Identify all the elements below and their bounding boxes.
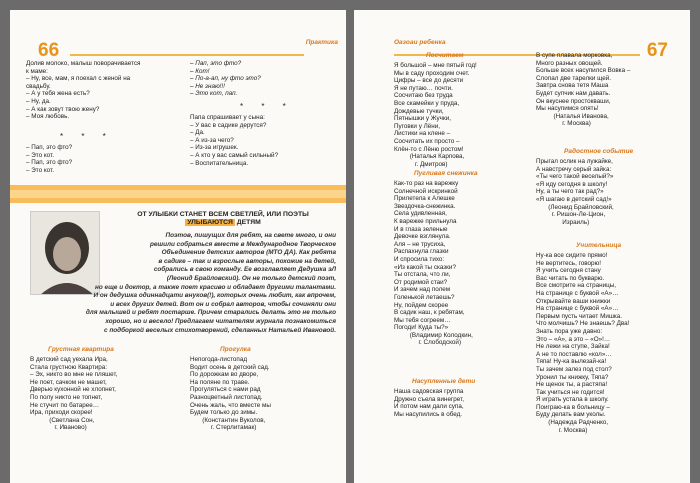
decorative-band	[10, 190, 346, 198]
separator-stars: * * *	[60, 132, 114, 141]
poem-title: Посчитаем	[426, 52, 464, 59]
poem-text: Прыгал ослик на лужайке, А навстречу серый зайка: «Ты чего такой веселый?» «Я иду сегодня в школу! Ну, а ты чего так рад?» «Я шагаю в детский сад!» (Леонид Брайловский, г. Ришон-Ле-Цион, Израиль)	[536, 158, 614, 226]
poem-text: Наша садовская группа Дружно съела винегрет, И потом нам дали супа, Мы насупились в обед.	[394, 388, 465, 418]
separator-stars: * * *	[240, 102, 294, 111]
headline-text: ОТ УЛЫБКИ СТАНЕТ ВСЕМ СВЕТЛЕЙ, ИЛИ ПОЭТЫ	[137, 211, 309, 218]
section-title: Оазоаи ребенка	[394, 39, 446, 46]
joke-1: Долив молоко, малыш поворачивается к маме: – Ну, все, мам, я поехал с женой на свадьбу. – А у тебя жена есть? – Ну, да. – А как зовут твою жену? – Моя любовь.	[26, 60, 141, 121]
joke-4: Папа спрашивает у сына: – У вас в садике дерутся? – Да. – А из-за чего? – Из-за игрушек. – А кто у вас самый сильный? – Воспитательница.	[190, 114, 279, 167]
headline-text: ДЕТЯМ	[236, 219, 261, 226]
article-intro: Поэтов, пишущих для ребят, на свете много, и они решили собраться вместе в Международное Творческое Объединение детских авторов (МТО ДА). Как ребята в садике – так и взрослые авторы, похожие на детей, собрались в свою команду. Ее возглавляет Дедушка эЛ (Леонид Брайловский). Он не только детский поэт, но еще и доктор, а также поет красиво и обладает другими талантами. И он дедушка одиннадцати внуков(!), которых очень любит, как впрочем, и всех других детей. Вот он и собрал авторов, чтобы сочиняли они для малышей и ребят постарше. Причем старались делать это не только хорошо, но и весело! Предлагаем читателям журнала познакомиться с подборкой веселых стихотворений, сделанных Натальей Ивановой.	[85, 232, 336, 334]
poem-title: Грустная квартира	[48, 346, 114, 353]
left-page	[10, 10, 346, 483]
article-headline	[110, 211, 336, 227]
joke-3: – Пап, это фто? – Кот! – По-а-ап, ну фто это? – Не знаю!!! – Это кот, пап.	[190, 60, 261, 98]
poem-title: Радостное событие	[564, 148, 634, 155]
page-number: 66	[38, 40, 60, 61]
page-number: 67	[646, 40, 668, 61]
poem-title: Пугливая снежинка	[414, 170, 478, 177]
headline-highlight: УЛЫБАЮТСЯ	[187, 219, 233, 226]
poem-title: Прогулка	[220, 346, 251, 353]
poem-text: В супе плавала морковка, Много разных овощей. Больше всех насупился Вовка – Слопал две тарелки щей. Завтра снова тетя Маша Будет супчик нам давать. Он вкуснее простокваши, Мы насупимся опять! (Наталья Иванова, г. Москва)	[536, 52, 631, 128]
right-page	[354, 10, 690, 483]
joke-2: – Пап, это фто? – Это кот. – Пап, это фто? – Это кот.	[26, 144, 73, 174]
poem-text: Как-то раз на варежку Солнечной искринкой Прилетела к Алешке Звездочка-снежинка. Села удивленная, К варежке прильнула И в глаза зеленые Девочке взглянула. Аля – не трусиха, Распахнула глазки И спросила тихо: «Из какой ты сказки? Ты отстала, что ли, От родимой стаи? И зачем над полем Голенькой летаешь? Ну, пойдем скорее В садик наш, к ребятам, Мы тебя согреем… Погоди! Куда ты?» (Владимир Колодкин, г. Слободской)	[394, 180, 473, 347]
poem-text: Я большой – мне пятый год! Мы в саду проходим счет. Цифры – все до десяти Я не путаю… почти. Сосчитаю без труда Все скамейки у пруда, Дождевые тучки, Пятнышки у Жучки, Пуговки у Лёни, Листики на клене – Сосчитать их просто – Клён-то с Лёню ростом! (Наталья Карпова, г. Дмитров)	[394, 62, 477, 168]
poem-text: В детский сад уехала Ира, Стала грустною Квартира: – Эх, никто во мне не пляшет, Не поет, сачком не машет, Дверью кухонной не хлопнет, По полу никто не топнет, Не стучит по батарее… Ира, приходи скорее! (Светлана Сон, г. Иваново)	[30, 356, 118, 432]
section-title: Практика	[305, 39, 338, 46]
poem-text: Непогода-листопад Водит осень в детский сад. По дорожкам во дворе, На поляне по траве. Прогуляться с нами рад Разноцветный листопад. Очень жаль, что вместе мы Будем только до зимы. (Константин Вуколов, г. Стерлитамак)	[190, 356, 271, 432]
poem-title: Учительница	[576, 242, 622, 249]
poem-title: Насупленные дети	[412, 378, 476, 385]
header-rule	[70, 54, 304, 56]
poem-text: Ну-ка все сидите прямо! Не вертитесь, говорю! Я учить сегодня стану Вас читать по букварю. Все смотрите на страницы, На странице с буквой «А»… Открывайте ваши книжки На странице с буквой «А»… Первым пусть читает Мишка. Что молчишь? Не знаешь? Два! Знать пора уже давно: Это – «А», а это – «О»!… Не лежи на ступе, Зайка! А не то поставлю «кол»… Тяпа! Ну-ка вылезай-ка! Ты зачем залез под стол? Уронил ты книжку, Тяпа? Не щенок ты, а растяпа! Так учиться не годится! Я играть устала в школу. Поиграю-ка в больницу – Буду делать вам уколы. (Надежда Радченко, г. Москва)	[536, 252, 630, 434]
